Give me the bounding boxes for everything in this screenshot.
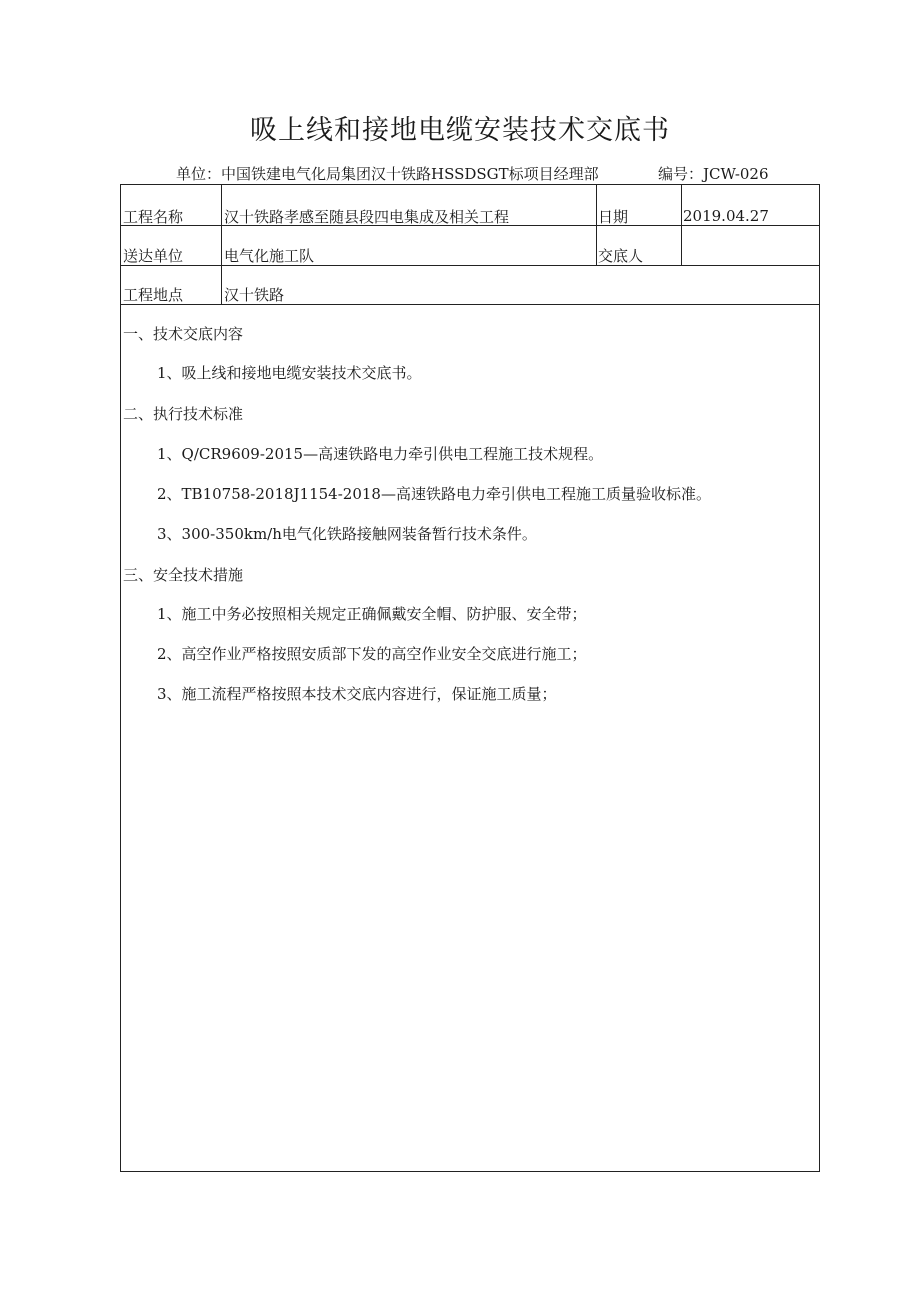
section-item: 1、施工中务必按照相关规定正确佩戴安全帽、防护服、安全带； xyxy=(157,605,587,623)
column-divider xyxy=(681,185,682,265)
project-name-value: 汉十铁路孝感至随县段四电集成及相关工程 xyxy=(224,208,510,226)
location-value: 汉十铁路 xyxy=(224,286,285,304)
section-heading-safety: 三、安全技术措施 xyxy=(123,566,244,584)
column-divider xyxy=(596,185,597,265)
project-name-label: 工程名称 xyxy=(123,208,184,226)
section-item: 1、吸上线和接地电缆安装技术交底书。 xyxy=(157,364,422,382)
section-item: 3、300-350km/h电气化铁路接触网装备暂行技术条件。 xyxy=(157,525,537,543)
recipient-label: 送达单位 xyxy=(123,247,184,265)
column-divider xyxy=(221,185,222,304)
section-heading-standards: 二、执行技术标准 xyxy=(123,405,244,423)
date-label: 日期 xyxy=(598,208,629,226)
section-item: 3、施工流程严格按照本技术交底内容进行，保证施工质量； xyxy=(157,685,557,703)
location-label: 工程地点 xyxy=(123,286,184,304)
section-item: 2、高空作业严格按照安质部下发的高空作业安全交底进行施工； xyxy=(157,645,587,663)
section-item: 1、Q/CR9609-2015—高速铁路电力牵引供电工程施工技术规程。 xyxy=(157,445,604,463)
unit-line: 单位：中国铁建电气化局集团汉十铁路HSSDSGT标项目经理部 xyxy=(176,165,599,183)
presenter-label: 交底人 xyxy=(598,247,644,265)
date-value: 2019.04.27 xyxy=(683,207,769,225)
section-heading-disclosure: 一、技术交底内容 xyxy=(123,325,244,343)
disclosure-form xyxy=(120,184,820,1172)
document-title: 吸上线和接地电缆安装技术交底书 xyxy=(250,115,670,146)
document-code: 编号：JCW-026 xyxy=(658,165,769,183)
section-item: 2、TB10758-2018J1154-2018—高速铁路电力牵引供电工程施工质量验收标准。 xyxy=(157,485,711,503)
recipient-value: 电气化施工队 xyxy=(224,247,315,265)
